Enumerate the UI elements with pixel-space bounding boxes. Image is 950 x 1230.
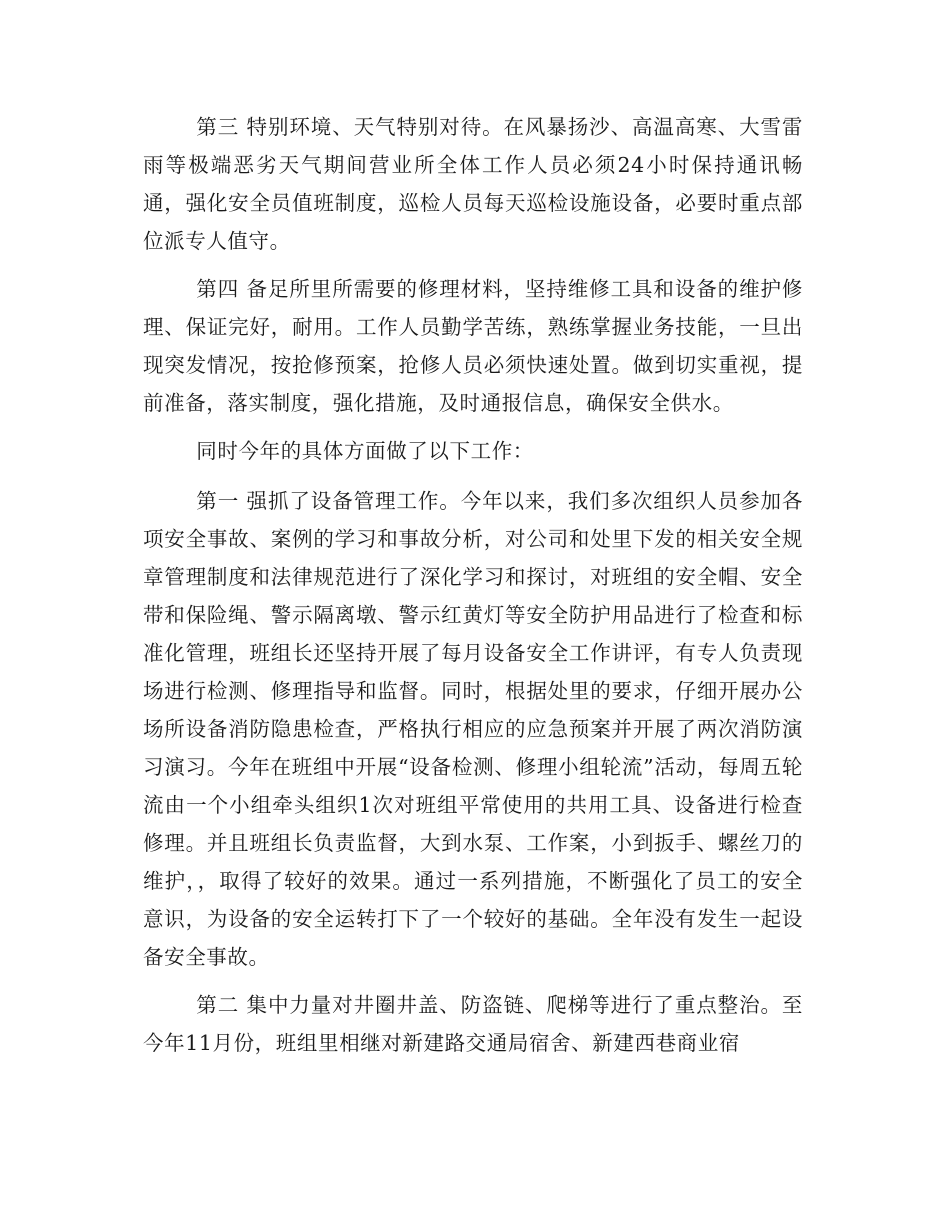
- paragraph-work-intro: 同时今年的具体方面做了以下工作：: [196, 439, 534, 463]
- document-body: [143, 108, 803, 1072]
- paragraph-work-two: 第二 集中力量对井圈井盖、防盗链、爬梯等进行了重点整治。至今年11月份，班组里相继对新建路交通局宿舍、新建西巷商业宿: [143, 993, 803, 1055]
- paragraph-section-four: 第四 备足所里所需要的修理材料，坚持维修工具和设备的维护修理、保证完好，耐用。工作人员勤学苦练，熟练掌握业务技能，一旦出现突发情况，按抢修预案，抢修人员必须快速处置。做到切实重视，提前准备，落实制度，强化措施，及时通报信息，确保安全供水。: [143, 277, 803, 415]
- paragraph-work-one: 第一 强抓了设备管理工作。今年以来，我们多次组织人员参加各项安全事故、案例的学习和事故分析，对公司和处里下发的相关安全规章管理制度和法律规范进行了深化学习和探讨，对班组的安全帽、安全带和保险绳、警示隔离墩、警示红黄灯等安全防护用品进行了检查和标准化管理，班组长还坚持开展了每月设备安全工作讲评，有专人负责现场进行检测、修理指导和监督。同时，根据处里的要求，仔细开展办公场所设备消防隐患检查，严格执行相应的应急预案并开展了两次消防演习演习。今年在班组中开展“设备检测、修理小组轮流”活动，每周五轮流由一个小组牵头组织1次对班组平常使用的共用工具、设备进行检查修理。并且班组长负责监督，大到水泵、工作案，小到扳手、螺丝刀的维护，，取得了较好的效果。通过一系列措施，不断强化了员工的安全意识，为设备的安全运转打下了一个较好的基础。全年没有发生一起设备安全事故。: [143, 489, 803, 969]
- paragraph-section-three: 第三 特别环境、天气特别对待。在风暴扬沙、高温高寒、大雪雷雨等极端恶劣天气期间营业所全体工作人员必须24小时保持通讯畅通，强化安全员值班制度，巡检人员每天巡检设施设备，必要时重点部位派专人值守。: [143, 115, 803, 253]
